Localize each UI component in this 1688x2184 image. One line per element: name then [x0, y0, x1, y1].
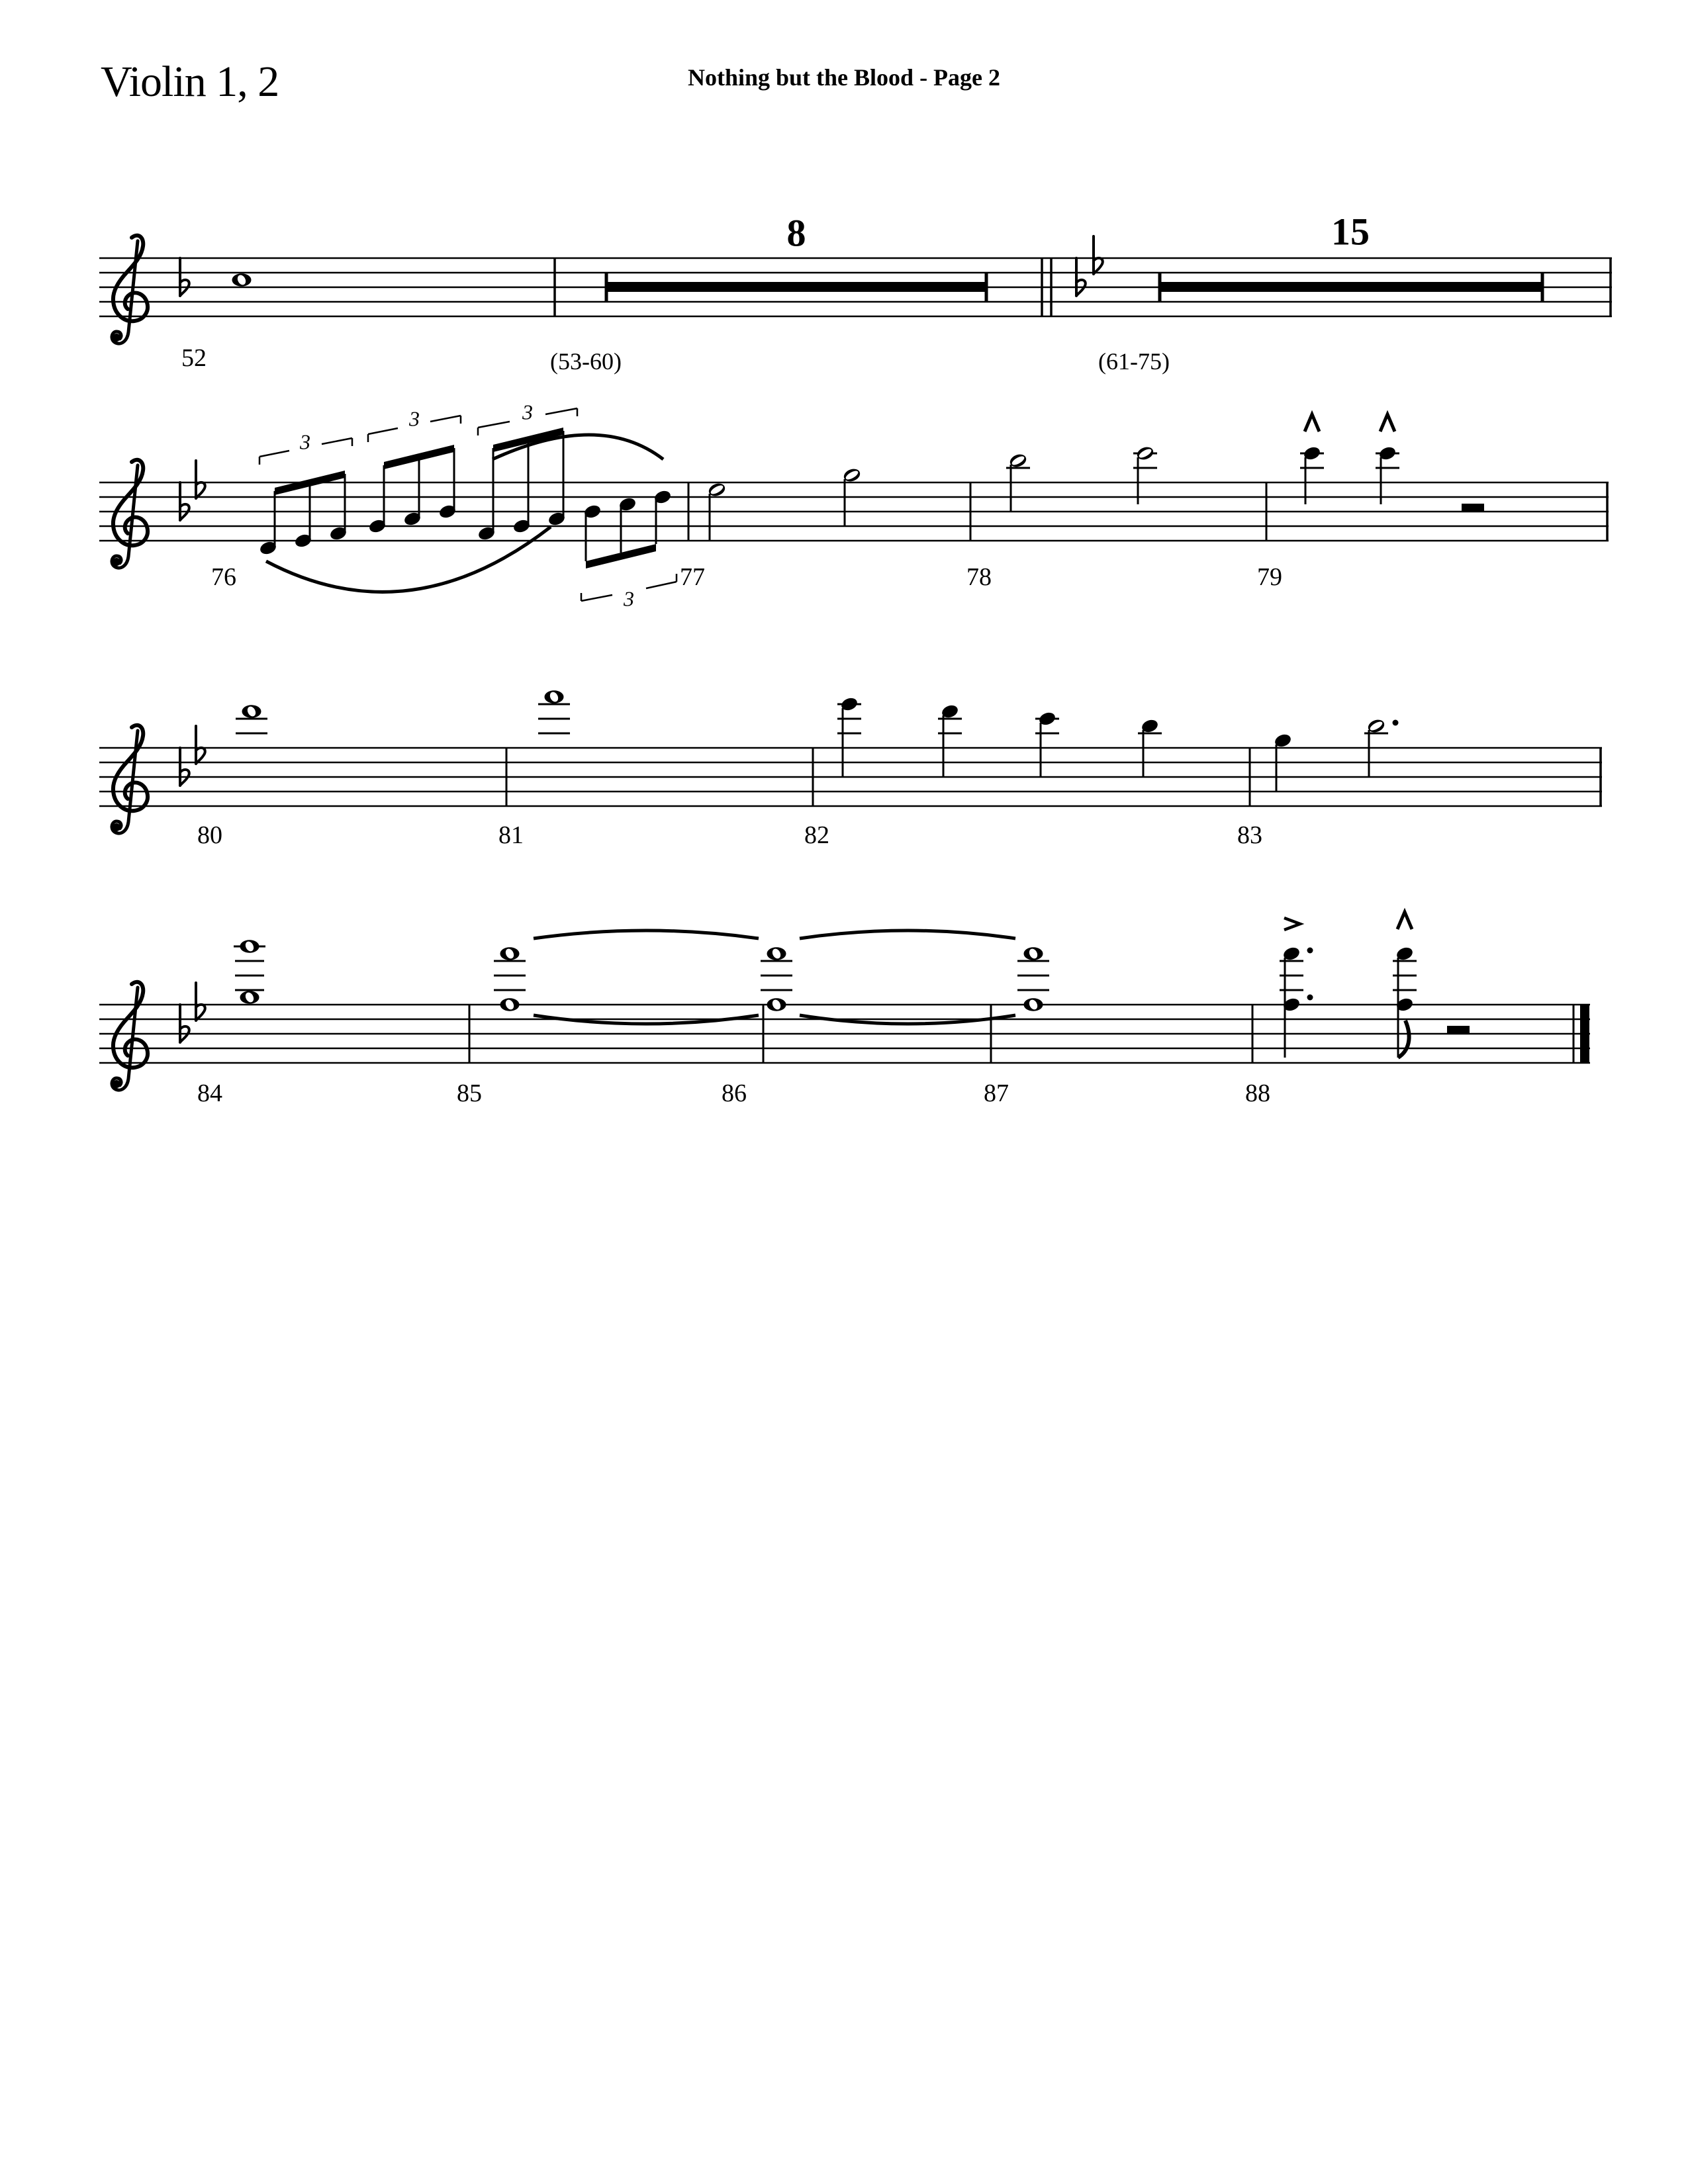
double-stop-m87	[1017, 947, 1049, 1011]
measure-number-80: 80	[197, 821, 222, 849]
key-flat-bb	[180, 1005, 189, 1042]
eighth-flag	[1398, 1021, 1409, 1058]
staff-lines	[99, 1005, 1590, 1063]
staff-system-3	[99, 690, 1602, 833]
tie-upper	[800, 931, 1015, 938]
tuplet-number: 3	[409, 406, 420, 431]
augmentation-dot	[1393, 720, 1399, 726]
double-stop-m85	[494, 947, 526, 1011]
slur-upper	[492, 435, 663, 459]
whole-note-c5	[232, 273, 252, 286]
measure-number-88: 88	[1245, 1079, 1270, 1107]
measure-number-76: 76	[211, 563, 236, 591]
tuplet-number: 3	[624, 586, 634, 611]
measure-number-78: 78	[966, 563, 992, 591]
staff-system-4	[99, 912, 1590, 1090]
measure-number-79: 79	[1257, 563, 1282, 591]
measure-number-82: 82	[804, 821, 829, 849]
triplet-stems	[275, 431, 656, 561]
treble-clef	[112, 236, 148, 343]
treble-clef	[112, 725, 148, 833]
double-stop-m84	[234, 940, 265, 1003]
multimeasure-rest-8	[606, 273, 986, 302]
whole-note-d6	[242, 705, 261, 717]
key-flat-sign	[180, 258, 189, 296]
double-stop-m86	[761, 947, 792, 1011]
measure-number-84: 84	[197, 1079, 222, 1107]
multirest-range-61-75: (61-75)	[1098, 348, 1170, 375]
treble-clef	[112, 982, 148, 1090]
multirest-count-15: 15	[1331, 210, 1370, 253]
key-flat-bb	[180, 748, 189, 786]
key-change-flat-eb	[1094, 236, 1103, 274]
key-change-flat-bb	[1076, 258, 1086, 296]
key-flat-eb	[196, 726, 205, 764]
half-rest	[1447, 1026, 1470, 1034]
measure-number-52: 52	[181, 344, 207, 372]
measure-number-83: 83	[1237, 821, 1262, 849]
triplet-beams	[275, 428, 656, 569]
multirest-count-8: 8	[786, 211, 806, 255]
key-flat-eb	[196, 983, 205, 1021]
staff-system-2	[99, 408, 1609, 601]
multimeasure-rest-15	[1160, 273, 1542, 302]
dotted-quarter-chord	[1280, 918, 1313, 1058]
measure-number-87: 87	[984, 1079, 1009, 1107]
accent	[1284, 918, 1300, 930]
measure-number-81: 81	[498, 821, 524, 849]
instrument-label: Violin 1, 2	[101, 58, 279, 106]
descending-quarters	[837, 696, 1162, 777]
staff-lines	[99, 482, 1609, 541]
triplet-run-noteheads	[259, 489, 673, 557]
measure-number-77: 77	[680, 563, 705, 591]
staff-lines	[99, 748, 1602, 806]
measure-number-85: 85	[457, 1079, 482, 1107]
marcato-accent	[1380, 414, 1395, 432]
treble-clef	[112, 460, 148, 568]
tuplet-number: 3	[522, 400, 533, 424]
marcato-accent	[1305, 414, 1319, 432]
tie-upper	[534, 931, 759, 938]
tuplet-number: 3	[300, 430, 310, 454]
half-rest	[1462, 504, 1484, 512]
multirest-range-53-60: (53-60)	[550, 348, 622, 375]
measure-number-86: 86	[722, 1079, 747, 1107]
key-flat-bb	[180, 482, 189, 520]
whole-note-f6	[545, 690, 564, 703]
page-title: Nothing but the Blood - Page 2	[687, 64, 1001, 91]
staff-system-1	[99, 236, 1612, 343]
eighth-chord	[1393, 912, 1417, 1058]
marcato-accent	[1397, 912, 1412, 929]
key-flat-eb	[196, 461, 205, 498]
